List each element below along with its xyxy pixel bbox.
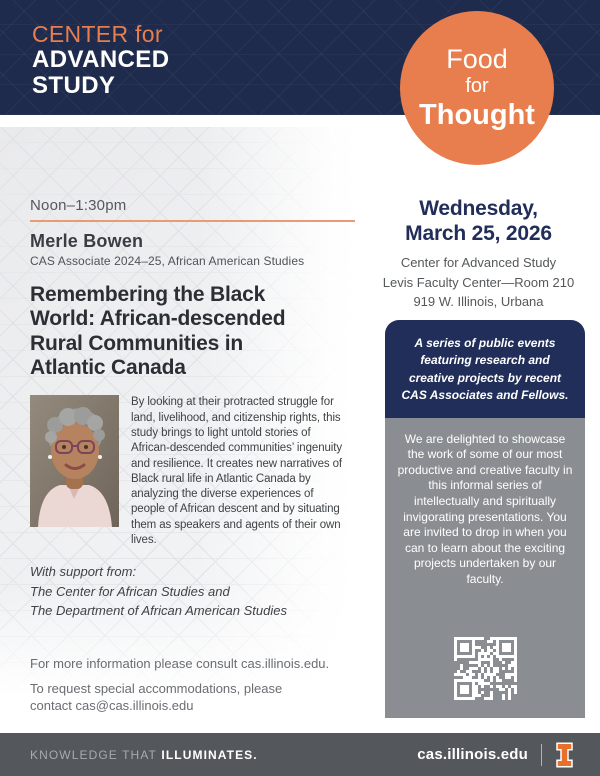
speaker-affiliation: CAS Associate 2024–25, African American Studies <box>30 254 305 268</box>
brand-line-study: STUDY <box>32 71 116 99</box>
brand-line-advanced: ADVANCED <box>32 45 170 73</box>
event-details-content <box>0 127 357 715</box>
info-line-contact-email: contact cas@cas.illinois.edu <box>30 698 194 714</box>
brand-line-center-for: CENTER for <box>32 21 163 47</box>
speaker-photo <box>30 395 119 527</box>
illinois-block-i-icon <box>555 742 574 768</box>
center-for-advanced-study-logo <box>32 22 169 99</box>
footer-tagline <box>30 746 258 764</box>
badge-line-thought: Thought <box>419 99 535 132</box>
event-time: Noon–1:30pm <box>30 197 127 214</box>
info-spacer <box>30 673 329 680</box>
date-venue-block <box>357 196 600 312</box>
footer-bar <box>0 733 600 776</box>
series-tagline-box: A series of public events featuring research and creative projects by recent CAS Associates and Fellows. <box>385 320 585 418</box>
speaker-name: Merle Bowen <box>30 231 144 251</box>
food-for-thought-badge <box>400 11 554 165</box>
bio-row <box>30 395 347 548</box>
badge-line-for: for <box>465 74 489 97</box>
footer-tagline-bold: ILLUMINATES. <box>161 747 258 762</box>
talk-title: Remembering the Black World: African-descended Rural Communities in Atlantic Canada <box>30 283 286 380</box>
more-information-note <box>30 655 329 715</box>
footer-tagline-light: KNOWLEDGE THAT <box>30 747 157 762</box>
qr-code <box>454 637 517 700</box>
speaker-portrait-illustration <box>30 395 119 527</box>
orange-divider <box>30 220 355 222</box>
footer-url: cas.illinois.edu <box>417 746 528 763</box>
series-description-box <box>385 418 585 718</box>
footer-divider <box>541 744 542 766</box>
support-credits: With support from: The Center for African Studies and The Department of African American Studies <box>30 564 287 619</box>
series-description: We are delighted to showcase the work of some of our most productive and creative faculty in this informal series of intellectually and spiritually invigorating presentations. You are invited to drop in when you can to learn about the exciting projects undertaken by our faculty. <box>397 431 573 586</box>
badge-line-food: Food <box>446 44 508 75</box>
info-line-consult: For more information please consult cas.illinois.edu. <box>30 656 330 671</box>
talk-abstract: By looking at their protracted struggle for land, livelihood, and citizenship rights, this study brings to light untold stories of African-descended communities’ ingenuity and resilience. It creates new narratives of Black rural life in Atlantic Canada by analyzing the diverse experiences of people of African descent and by situating them as speakers and agents of their own lives. <box>131 396 343 546</box>
event-date-line2: March 25, 2026 <box>405 222 552 246</box>
info-line-accommodations: To request special accommodations, please <box>30 680 283 696</box>
event-venue: Center for Advanced Study Levis Faculty Center—Room 210 919 W. Illinois, Urbana <box>382 255 575 310</box>
series-info-stack <box>385 320 585 718</box>
event-date-line1: Wednesday, <box>419 197 538 220</box>
footer-right-group <box>417 742 574 768</box>
event-details-panel <box>0 127 357 715</box>
